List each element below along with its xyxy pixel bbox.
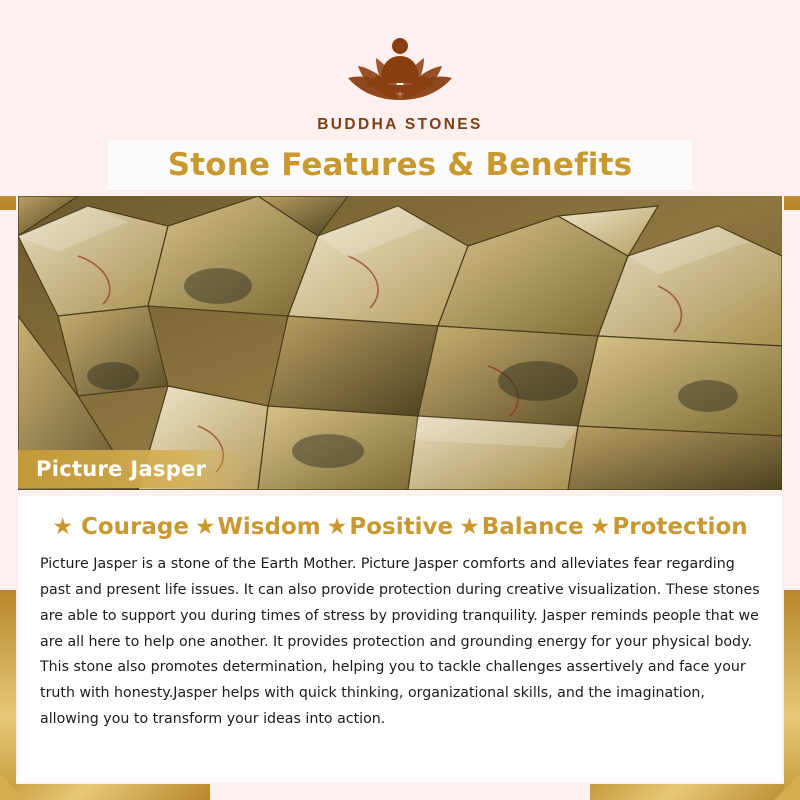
page-title-text: Stone Features & Benefits bbox=[167, 147, 633, 183]
benefit-label: Wisdom bbox=[217, 514, 321, 540]
star-icon: ★ bbox=[589, 513, 611, 540]
frame-border-left-bottom bbox=[0, 590, 16, 800]
frame-border-bottom-left bbox=[0, 784, 210, 800]
star-icon: ★ bbox=[52, 513, 73, 540]
benefit-item-protection bbox=[590, 514, 748, 540]
lotus-meditation-icon bbox=[0, 26, 800, 112]
benefit-label: Positive bbox=[349, 514, 454, 540]
stone-name-label: Picture Jasper bbox=[18, 450, 248, 488]
frame-border-right-bottom bbox=[784, 590, 800, 800]
card-header bbox=[0, 0, 800, 196]
benefit-item-courage bbox=[52, 514, 189, 540]
benefit-item-positive bbox=[327, 514, 453, 540]
star-icon: ★ bbox=[194, 513, 216, 540]
benefits-list bbox=[18, 496, 782, 546]
benefit-item-wisdom bbox=[195, 514, 321, 540]
stone-photo-graphic bbox=[18, 196, 782, 490]
benefit-item-balance bbox=[459, 514, 584, 540]
description-text: Picture Jasper is a stone of the Earth Mother. Picture Jasper comforts and alleviates fear regarding past and present life issues. It can also provide protection during creative visualization. These stones are able to support you during times of stress by providing tranquility. Jasper reminds people that we are all here to help one another. It provides protection and grounding energy for your physical body. This stone also promotes determination, helping you to tackle challenges assertively and face your truth with honesty.Jasper helps with quick thinking, organizational skills, and the imagination, allowing you to transform your ideas into action. bbox=[40, 556, 760, 728]
benefit-label: Courage bbox=[80, 514, 189, 540]
frame-border-bottom-right bbox=[590, 784, 800, 800]
brand-name: BUDDHA STONES bbox=[317, 116, 483, 133]
star-icon: ★ bbox=[326, 513, 348, 540]
card-body bbox=[18, 496, 782, 782]
brand-logo bbox=[0, 26, 800, 134]
benefit-label: Protection bbox=[612, 514, 748, 540]
page-title bbox=[108, 140, 692, 190]
benefit-label: Balance bbox=[481, 514, 584, 540]
star-icon: ★ bbox=[459, 513, 480, 540]
stone-photo bbox=[18, 196, 782, 490]
